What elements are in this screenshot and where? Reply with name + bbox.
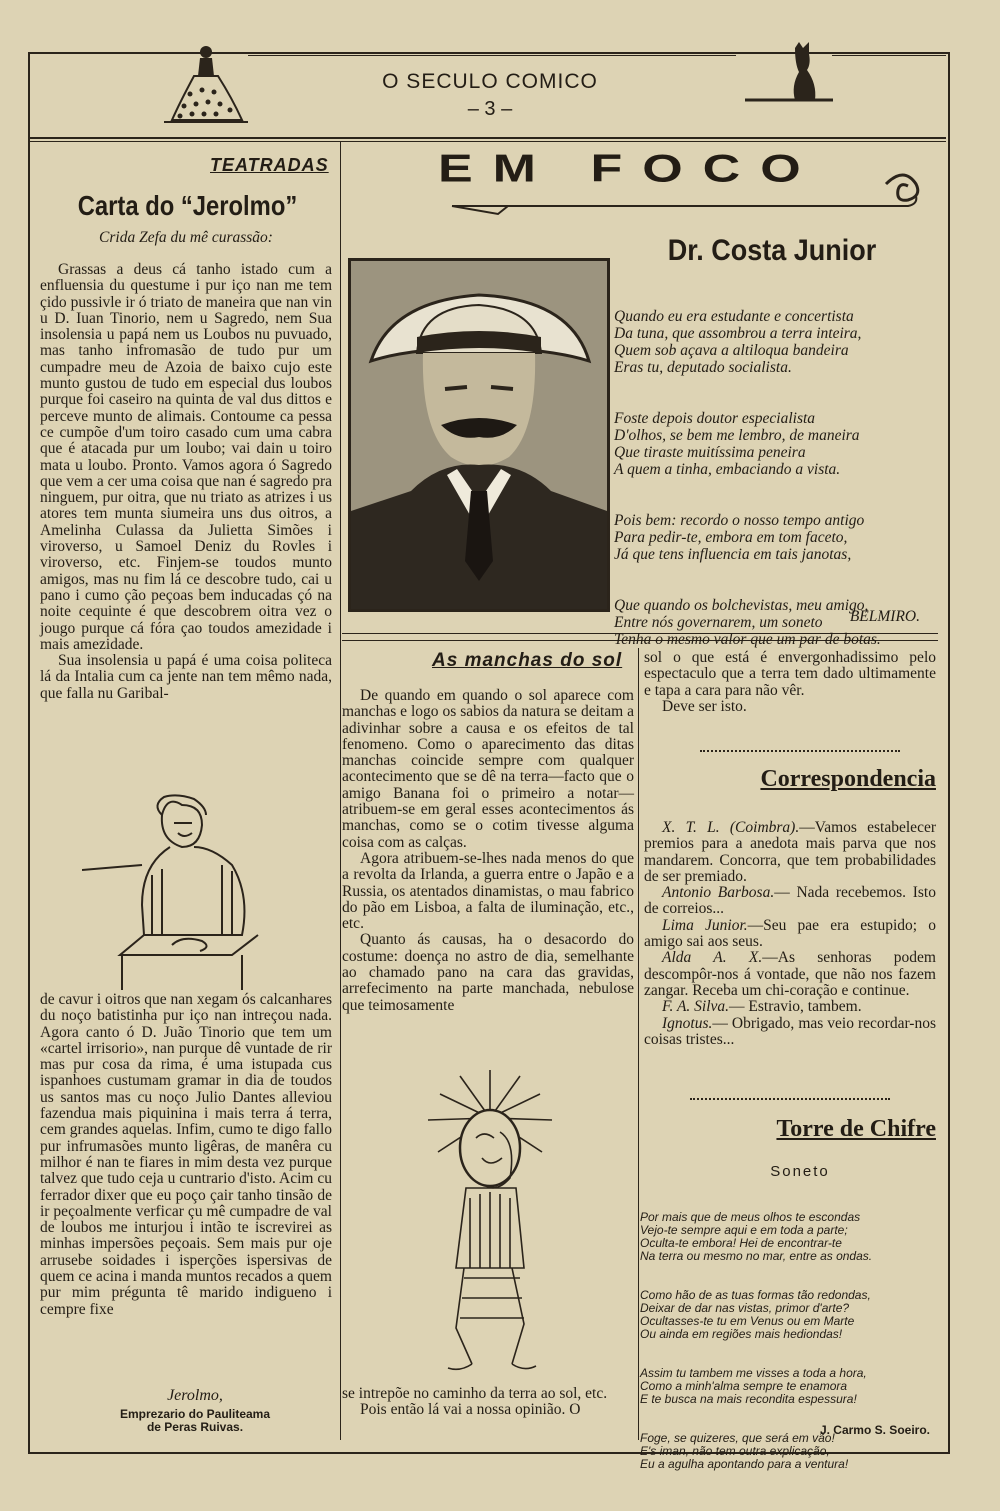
torre-sonnet [640,1198,940,1497]
manchas-paragraph-5: Pois então lá vai a nossa opinião. O [360,1401,581,1419]
header-top-rule [248,55,736,56]
correspondencia-entry [644,1016,936,1049]
correspondent-name: Antonio Barbosa. [662,884,775,902]
manchas-paragraph-2: Agora atribuem-se-lhes nada menos do que a revolta da Irlanda, a guerra entre o Japão e a Russia, os atentados dinamistas, o mau fabrico do pão em Lisboa, a falta de iluminação, etc., etc. [342,849,634,933]
torre-divider [690,1098,890,1100]
correspondencia-entry [644,999,936,1015]
letter-signature-title: Emprezario do Pauliteama de Peras Ruivas. [119,1407,271,1434]
header-rule [30,137,946,139]
correspondence-reply: — Nada recebemos. Isto de correios... [644,884,936,918]
correspondent-name: F. A. Silva. [662,998,730,1016]
correspondencia-list [644,820,936,1048]
em-foco-stanza-1: Quando eu era estudante e concertista Da tuna, que assombrou a terra inteira, Quem sob açava a altiloqua bandeira Eras tu, deputado socialista. [614,308,862,376]
letter-signature: Jerolmo, [167,1387,223,1404]
letter-paragraph-1: Grassas a deus cá tanho istado cum a enfluensia du questume i pur iço nan me tem çido pussivle ir ó triato de maneira que nan vin u D. Iuan Tinorio, nem u Sagredo, nem Sua insolensia u papá nem us Loubos nu puvuado, mas tanho infromasão de tudo pur um cumpadre meu de Azoia de baixo cujo este munto gustou de tudo em especial dus loubos purque foi caseiro na quinta de val dus dittos e perceve munto de alimais. Contoume ca pessa ce cumpõe d'um toiro casado cum uma cabra que é atacada pur um loubo; vai dain u toiro mata u loubo. Pronto. Vamos agora ó Sagredo que vem a cer uma coisa que nan é sagredo pra ninguem, pur oitra, que nu triato as atrizes i us atores tem munta siumeira uns dus oitros, a Amelinha Culassa da Julietta Simões i viroverso, u Samoel Deniz du Rovles i viroverso, etc. Finjem-se toudos munto amigos, mas nu fim lá ce descobre tudo, cai u pano i cumo ção peçoas bem inducadas çó na noite cequinte é que descobrem oitra vez o jougo purque cá fóra çao toudos amezidade i mais amezidade. [40,261,332,653]
sonnet-stanza-2: Como hão de as tuas formas tão redondas, Deixar de dar nas vistas, primor d'arte? Ocultasses-te tu em Venus ou em Marte Ou ainda em regiões mais hediondas! [640,1288,871,1341]
correspondence-reply: —As senhoras podem descompôr-nos á vontade, que não nos fazem zangar. Receba um chi-coração e continue. [644,949,936,999]
letter-salutation: Crida Zefa du mê curassão: [99,229,273,246]
em-foco-stanza-3: Pois bem: recordo o nosso tempo antigo Para pedir-te, embora em tom faceto, Já que tens influencia em tais janotas, [614,512,865,563]
column-divider-right [638,648,639,1440]
man-reading-illustration [82,785,297,990]
portrait-illustration [351,261,607,609]
sonnet-stanza-4: Foge, se quizeres, que será em vão! E's iman, não tem outra explicação, Eu a agulha apontando para a ventura! [640,1431,849,1471]
manchas-body-end [342,1386,634,1419]
correspondent-name: Ignotus. [662,1014,713,1032]
torre-title: Torre de Chifre [776,1116,936,1142]
correspondencia-entry [644,918,936,951]
header-rule-thin [30,141,946,142]
header-top-rule-right [832,55,946,56]
torre-subtitle: Soneto [770,1163,830,1180]
em-foco-stanza-2: Foste depois doutor especialista D'olhos, se bem me lembro, de maneira Que tiraste muitíssima peneira A quem a tinha, embaciando a vista. [614,410,860,478]
sonnet-stanza-3: Assim tu tambem me visses a toda a hora, Como a minh'alma sempre te enamora E te busca na mais recondita espessura! [640,1366,867,1406]
manchas-paragraph-1: De quando em quando o sol aparece com manchas e logo os sabios da natura se deitam a adivinhar sobre a causa e os efeitos de tal fenomeno. Como o aparecimento das ditas manchas coincide sempre com qualquer acontecimento que se dê na terra—facto que o amigo Banana foi o primeiro a notar—atribuem-se em geral esses acontecimentos ás manchas, como se o cotim tivesse alguma coisa com as calças. [342,687,634,851]
manchas-right-paragraph-2: Deve ser isto. [662,697,747,715]
em-foco-subject-name: Dr. Costa Junior [667,234,877,267]
letter-paragraph-2: Sua insolensia u papá é uma coisa politeca lá da Intalia cum ca jente nan tem mêmo nada, que falla nu Garibal- [40,652,332,702]
correspondence-reply: —Seu pae era estupido; o amigo sai aos seus. [644,916,937,951]
correspondence-reply: — Estravio, tambem. [729,998,862,1016]
em-foco-author: BELMIRO. [849,608,920,625]
correspondent-name: Lima Junior. [662,916,748,934]
letter-paragraph-3: de cavur i oitros que nan xegam ós calcanhares du noço batistinha pur iço nan intreçou nada. Agora canto ó D. Juão Tinorio que tem um «cartel irrisorio», nan purque dê vuntade de rir mas pur cosa da rima, é uma istupada cus ispanhoes custumam gramar in dia de toudos us santos mas cu noço Julio Dantes alleviou fazendua mais piquinina i mais terra á terra, cem grandes aquelas. Infim, cumo te digo fallo pur infrumasões munto ligêras, de manêra cu milhor é nan te fiares in mim desta vez purque talvez que tudo ceja u cuntrario d'isto. Acim cu ferrador dixer que eu poço çair tanho tinsão de ir peçoalmente verficar çu mê cumpadre de val de loubos me inturjou i intão te iscrevirei as minhas impersões peçoais. Sem mais pur oje arrusebe soidades i isperções ispersivas de quem ce acina i manda muntos recados a quem pur mim prégunta tê marido indigueno i cempre fixe [40,991,332,1318]
manchas-paragraph-4: se intrepõe no caminho da terra ao sol, etc. [342,1385,608,1402]
lady-ornament-illustration [160,42,250,128]
letter-body-bottom [40,992,332,1318]
sonnet-stanza-1: Por mais que de meus olhos te escondas Vejo-te sempre aqui e em toda a parte; Oculta-te embora! Hei de encontrar-te Na terra ou mesmo no mar, entre as ondas. [640,1210,873,1263]
manchas-title: As manchas do sol [432,650,623,671]
correspondence-reply: —Vamos estabelecer premios para a anedota mais parva que nos mandarem. Concorra, que tem probabilidades de ser premiado. [644,819,936,885]
correspondence-reply: — Obrigado, mas veio recordar-nos coisas tristes... [644,1014,936,1048]
manchas-continuation [644,650,936,715]
correspondencia-divider [700,750,900,752]
column-divider-left [340,142,341,1440]
section-label-teatradas: TEATRADAS [210,155,329,175]
torre-author: J. Carmo S. Soeiro. [819,1423,930,1437]
em-foco-banner: EM FOCO [438,146,821,191]
letter-body-top [40,262,332,702]
correspondencia-entry [644,820,936,885]
correspondencia-title: Correspondencia [760,766,936,792]
correspondencia-entry [644,950,936,999]
correspondent-name: Alda A. X. [662,949,763,967]
em-foco-flourish [448,160,928,220]
portrait-photo [348,258,610,612]
correspondent-name: X. T. L. (Coimbra). [662,819,800,836]
cat-ornament-illustration [745,40,835,106]
newspaper-title: O SECULO COMICO [382,70,598,93]
manchas-body [342,688,634,1014]
correspondencia-entry [644,885,936,918]
manchas-right-paragraph-1: sol o que está é envergonhadissimo pelo espectaculo que a terra tem dado ultimamente e tapa a cara para não vêr. [644,649,936,699]
manchas-paragraph-3: Quanto ás causas, ha o desacordo do costume: doença no astro de dia, semelhante ao chamado pano na cara das gravidas, arrefecimento na parte manchada, nebulose que teimosamente [342,931,634,1014]
sun-man-illustration [420,1068,560,1378]
page-number: – 3 – [467,98,513,120]
article-title-carta: Carta do “Jerolmo” [77,190,298,221]
em-foco-stanza-4: Que quando os bolchevistas, meu amigo, Entre nós governarem, um soneto Tenha o mesmo valor que um par de botas. [614,597,881,648]
